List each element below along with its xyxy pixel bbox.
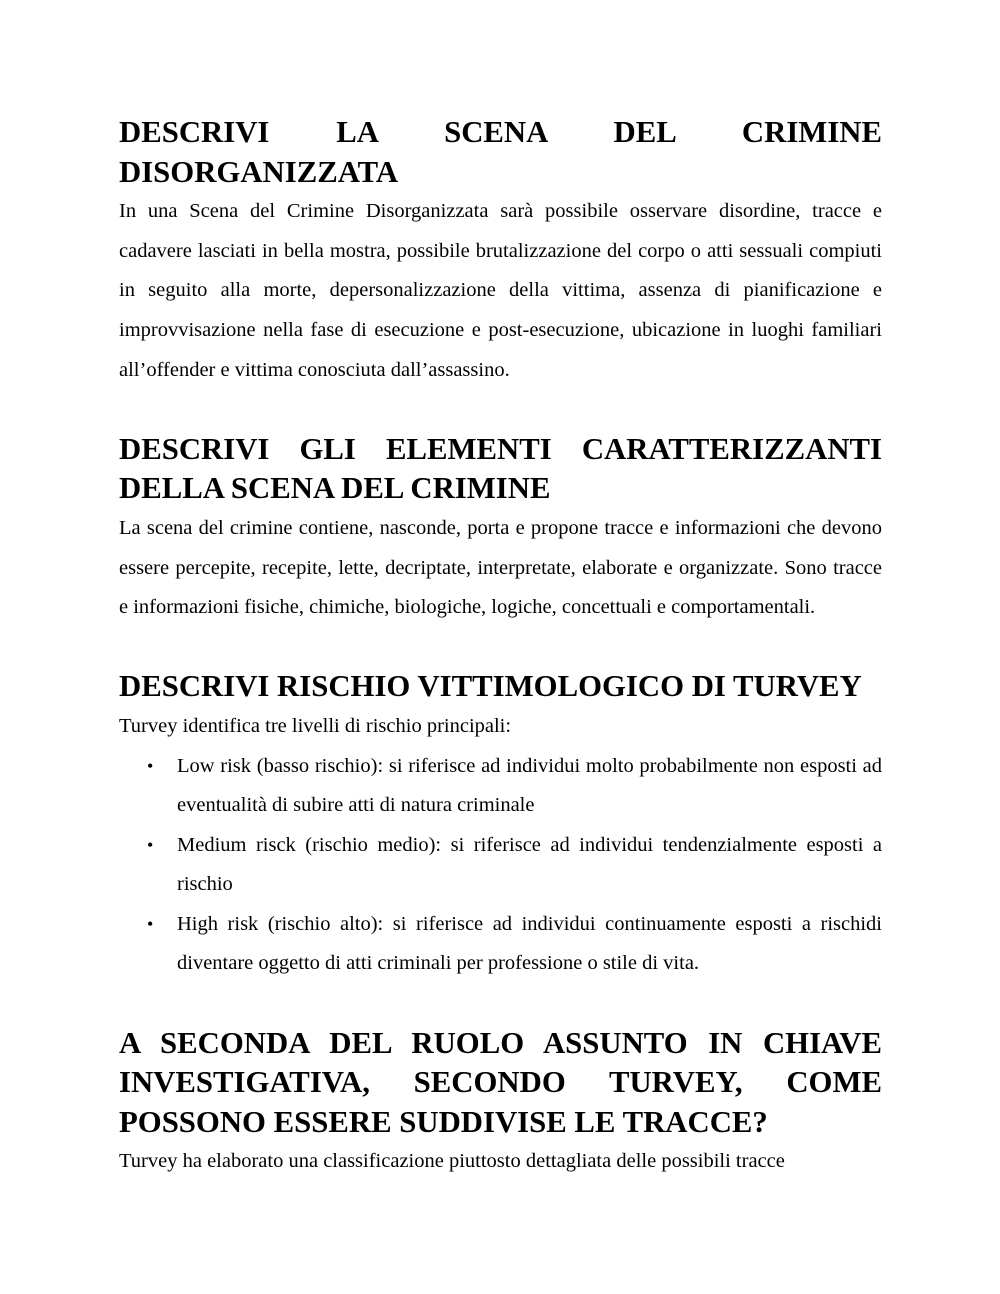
section-body-victimology-risk: Turvey identifica tre livelli di rischio principali: xyxy=(119,714,512,737)
list-item-medium-risk xyxy=(119,826,882,905)
list-item-text: High risk (rischio alto): si riferisce ad individui continuamente esposti a rischidi diventare oggetto di atti criminali per professione o stile di vita. xyxy=(177,912,882,975)
bullet-icon: • xyxy=(147,755,154,776)
paragraph-gap xyxy=(119,984,882,1024)
section-heading-trace-classification: A SECONDA DEL RUOLO ASSUNTO IN CHIAVE INVESTIGATIVA, SECONDO TURVEY, COME POSSONO ESSERE SUDDIVISE LE TRACCE? xyxy=(119,1025,882,1139)
section-heading-characterizing-elements: DESCRIVI GLI ELEMENTI CARATTERIZZANTI DELLA SCENA DEL CRIMINE xyxy=(119,431,882,506)
bullet-icon: • xyxy=(147,913,154,934)
list-item-low-risk xyxy=(119,747,882,826)
paragraph-gap xyxy=(119,390,882,430)
paragraph-gap xyxy=(119,628,882,668)
list-item-text: Low risk (basso rischio): si riferisce ad individui molto probabilmente non esposti ad eventualità di subire atti di natura criminale xyxy=(177,754,882,817)
section-body-disorganized-scene: In una Scena del Crimine Disorganizzata sarà possibile osservare disordine, tracce e cadavere lasciati in bella mostra, possibile brutalizzazione del corpo o atti sessuali compiuti in seguito alla morte, depersonalizzazione della vittima, assenza di pianificazione e improvvisazione nella fase di esecuzione e post-esecuzione, ubicazione in luoghi familiari all’offender e vittima conosciuta dall’assassino. xyxy=(119,200,882,381)
document-page xyxy=(119,113,882,1182)
section-body-characterizing-elements: La scena del crimine contiene, nasconde, porta e propone tracce e informazioni che devono essere percepite, recepite, lette, decriptate, interpretate, elaborate e organizzate. Sono tracce e informazioni fisiche, chimiche, biologiche, logiche, concettuali e comportamentali. xyxy=(119,516,882,619)
bullet-icon: • xyxy=(147,834,154,855)
risk-levels-list xyxy=(119,747,882,985)
list-item-high-risk xyxy=(119,905,882,984)
list-item-text: Medium risck (rischio medio): si riferisce ad individui tendenzialmente esposti a rischio xyxy=(177,833,882,896)
section-body-trace-classification: Turvey ha elaborato una classificazione piuttosto dettagliata delle possibili tracce xyxy=(119,1150,785,1173)
section-heading-victimology-risk: DESCRIVI RISCHIO VITTIMOLOGICO DI TURVEY xyxy=(119,669,862,704)
section-heading-disorganized-scene: DESCRIVI LA SCENA DEL CRIMINE DISORGANIZZATA xyxy=(119,115,882,189)
